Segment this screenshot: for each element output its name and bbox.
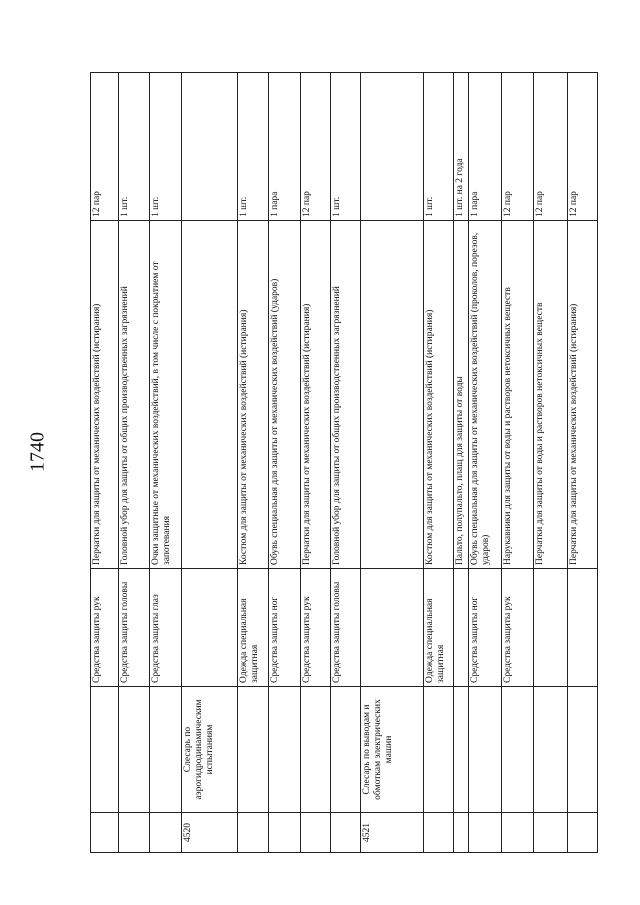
- ppe-type: [181, 569, 237, 687]
- table-row: [423, 73, 453, 853]
- table-row: [91, 73, 119, 853]
- row-number: [150, 813, 181, 853]
- row-number: [469, 813, 501, 853]
- ppe-type: Одежда специальная защитная: [423, 569, 453, 687]
- table-row: [150, 73, 181, 853]
- row-number: [237, 813, 268, 853]
- ppe-item: Перчатки для защиты от механических воздействий (истирания): [567, 221, 597, 569]
- row-number: [423, 813, 453, 853]
- ppe-item: Головной убор для защиты от общих производственных загрязнений: [330, 221, 360, 569]
- table-row: [469, 73, 501, 853]
- profession-name: [119, 687, 150, 813]
- table-row: [330, 73, 360, 853]
- row-number: [330, 813, 360, 853]
- profession-name: Слесарь по аэрогидродинамическим испытаниям: [181, 687, 237, 813]
- profession-name: [300, 687, 330, 813]
- rotated-table-area: [90, 73, 598, 853]
- page-number: 1740: [26, 432, 49, 472]
- ppe-type: Средства защиты головы: [330, 569, 360, 687]
- profession-name: [567, 687, 597, 813]
- table-row: [501, 73, 533, 853]
- ppe-type: Одежда специальная защитная: [237, 569, 268, 687]
- ppe-item: [181, 221, 237, 569]
- issue-norm: 1 шт.: [423, 73, 453, 221]
- ppe-type: Средства защиты рук: [91, 569, 119, 687]
- row-number: [269, 813, 300, 853]
- issue-norm: 12 пар: [300, 73, 330, 221]
- ppe-item: Пальто, полупальто, плащ для защиты от воды: [454, 221, 469, 569]
- table-row: [237, 73, 268, 853]
- ppe-item: [361, 221, 424, 569]
- ppe-type: Средства защиты ног: [469, 569, 501, 687]
- ppe-type: Средства защиты рук: [501, 569, 533, 687]
- row-number: [300, 813, 330, 853]
- issue-norm: 12 пар: [501, 73, 533, 221]
- ppe-item: Перчатки для защиты от механических воздействий (истирания): [300, 221, 330, 569]
- profession-name: [469, 687, 501, 813]
- ppe-type: [361, 569, 424, 687]
- profession-name: [454, 687, 469, 813]
- profession-name: [269, 687, 300, 813]
- issue-norm: 12 пар: [534, 73, 568, 221]
- profession-name: [237, 687, 268, 813]
- ppe-type: [567, 569, 597, 687]
- ppe-item: Костюм для защиты от механических воздействий (истирания): [423, 221, 453, 569]
- issue-norm: [361, 73, 424, 221]
- profession-name: [91, 687, 119, 813]
- table-row: [534, 73, 568, 853]
- ppe-type: Средства защиты рук: [300, 569, 330, 687]
- profession-name: [501, 687, 533, 813]
- ppe-type: [534, 569, 568, 687]
- row-number: [534, 813, 568, 853]
- profession-name: [150, 687, 181, 813]
- row-number: [454, 813, 469, 853]
- row-number: [567, 813, 597, 853]
- row-number: [91, 813, 119, 853]
- ppe-item: Обувь специальная для защиты от механических воздействий (ударов): [269, 221, 300, 569]
- ppe-item: Перчатки для защиты от механических воздействий (истирания): [91, 221, 119, 569]
- row-number: 4521: [361, 813, 424, 853]
- table-row: [454, 73, 469, 853]
- ppe-item: Перчатки для защиты от воды и растворов нетоксичных веществ: [534, 221, 568, 569]
- table-row: [300, 73, 330, 853]
- row-number: [119, 813, 150, 853]
- table-row: [361, 73, 424, 853]
- ppe-type: Средства защиты ног: [269, 569, 300, 687]
- profession-name: Слесарь по выводам и обмоткам электрических машин: [361, 687, 424, 813]
- ppe-type: Средства защиты глаз: [150, 569, 181, 687]
- ppe-item: Головной убор для защиты от общих производственных загрязнений: [119, 221, 150, 569]
- table-row: [119, 73, 150, 853]
- issue-norm: 1 шт. на 2 года: [454, 73, 469, 221]
- profession-name: [330, 687, 360, 813]
- table-row: [181, 73, 237, 853]
- ppe-type: [454, 569, 469, 687]
- ppe-norms-table: [90, 73, 598, 853]
- issue-norm: 1 шт.: [330, 73, 360, 221]
- row-number: 4520: [181, 813, 237, 853]
- ppe-item: Костюм для защиты от механических воздействий (истирания): [237, 221, 268, 569]
- table-row: [567, 73, 597, 853]
- issue-norm: 1 шт.: [119, 73, 150, 221]
- ppe-item: Очки защитные от механических воздействий, в том числе с покрытием от запотевания: [150, 221, 181, 569]
- issue-norm: 12 пар: [567, 73, 597, 221]
- row-number: [501, 813, 533, 853]
- issue-norm: [181, 73, 237, 221]
- profession-name: [423, 687, 453, 813]
- issue-norm: 1 пара: [469, 73, 501, 221]
- issue-norm: 1 шт.: [237, 73, 268, 221]
- ppe-type: Средства защиты головы: [119, 569, 150, 687]
- issue-norm: 12 пар: [91, 73, 119, 221]
- issue-norm: 1 пара: [269, 73, 300, 221]
- profession-name: [534, 687, 568, 813]
- table-row: [269, 73, 300, 853]
- ppe-item: Нарукавники для защиты от воды и растворов нетоксичных веществ: [501, 221, 533, 569]
- issue-norm: 1 шт.: [150, 73, 181, 221]
- ppe-item: Обувь специальная для защиты от механических воздействий (проколов, порезов, ударов): [469, 221, 501, 569]
